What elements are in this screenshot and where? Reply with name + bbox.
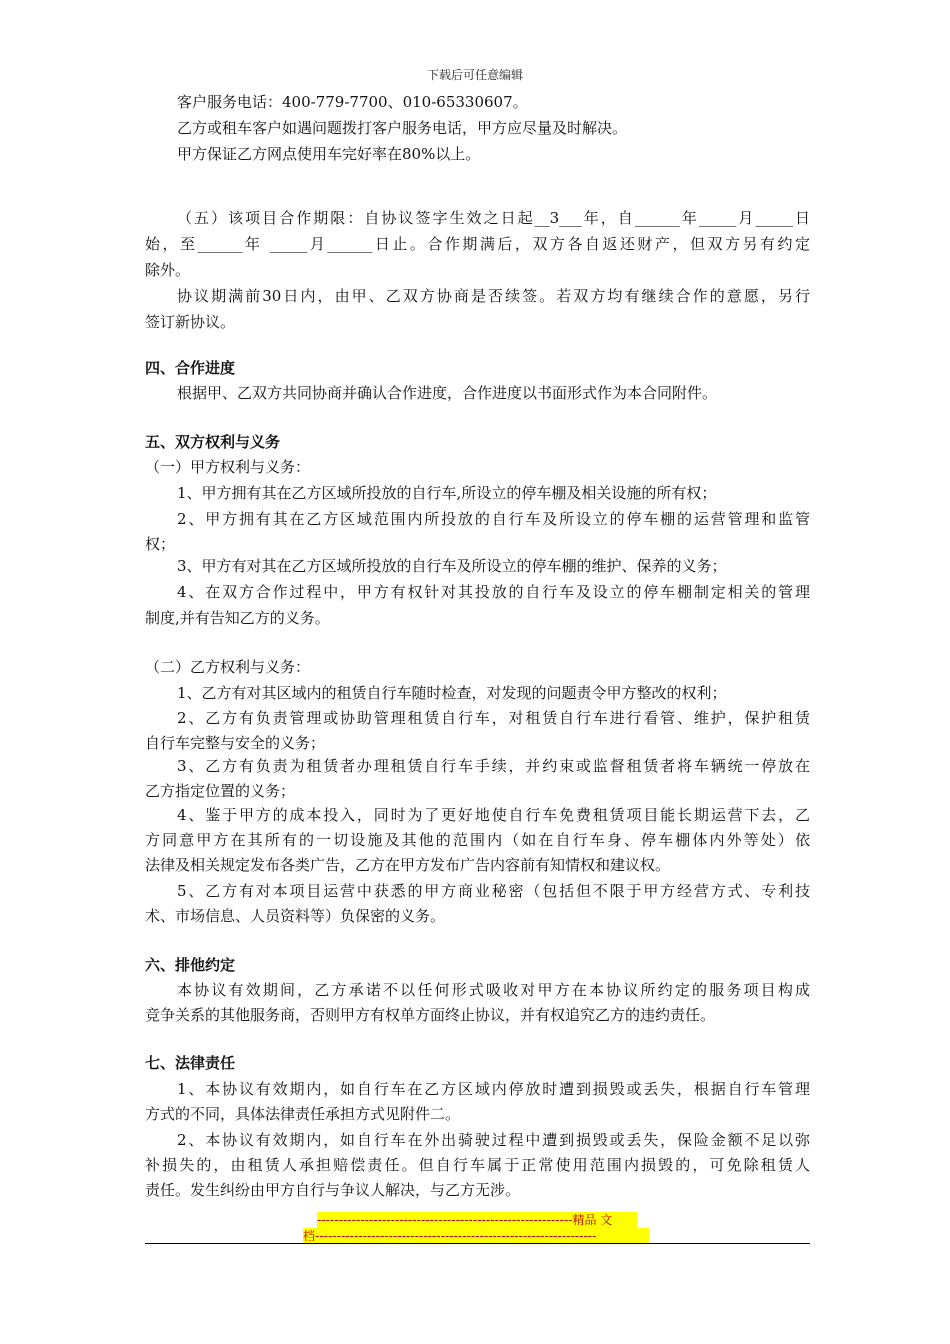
paragraph-line: 4、在双方合作过程中，甲方有权针对其投放的自行车及设立的停车棚制定相关的管理 <box>177 583 810 601</box>
paragraph-line: 始，至______年 _____月______日止。合作期满后，双方各自返还财产，但双方另有约定 <box>145 235 810 253</box>
paragraph-line: 责任。发生纠纷由甲方自行与争议人解决，与乙方无涉。 <box>145 1181 521 1199</box>
section-heading: 五、双方权利与义务 <box>145 433 281 451</box>
page-header: 下载后可任意编辑 <box>426 68 523 82</box>
paragraph-line: 4、鉴于甲方的成本投入，同时为了更好地使自行车免费租赁项目能长期运营下去，乙 <box>177 806 810 824</box>
paragraph-line: 方式的不同，具体法律责任承担方式见附件二。 <box>145 1105 461 1123</box>
paragraph-line: 根据甲、乙双方共同协商并确认合作进度，合作进度以书面形式作为本合同附件。 <box>177 384 718 402</box>
section-heading: 七、法律责任 <box>145 1054 236 1072</box>
paragraph-line: 签订新协议。 <box>145 313 236 331</box>
paragraph-line: 甲方保证乙方网点使用车完好率在80%以上。 <box>177 145 481 163</box>
paragraph-line: 补损失的，由租赁人承担赔偿责任。但自行车属于正常使用范围内损毁的，可免除租赁人 <box>145 1156 810 1174</box>
subsection-heading: （二）乙方权利与义务： <box>145 658 311 676</box>
paragraph-line: 自行车完整与安全的义务； <box>145 734 326 752</box>
footer-divider <box>145 1243 810 1244</box>
paragraph-line: 术、市场信息、人员资料等）负保密的义务。 <box>145 907 446 925</box>
paragraph-line: 法律及相关规定发布各类广告，乙方在甲方发布广告内容前有知情权和建议权。 <box>145 856 671 874</box>
section-heading: 六、排他约定 <box>145 956 236 974</box>
section-heading: 四、合作进度 <box>145 359 236 377</box>
paragraph-line: 本协议有效期间，乙方承诺不以任何形式吸收对甲方在本协议所约定的服务项目构成 <box>177 981 810 999</box>
paragraph-line: 客户服务电话：400-779-7700、010-65330607。 <box>177 93 528 111</box>
paragraph-line: 制度,并有告知乙方的义务。 <box>145 609 330 627</box>
paragraph-line: 1、本协议有效期内，如自行车在乙方区域内停放时遭到损毁或丢失，根据自行车管理 <box>177 1080 810 1098</box>
paragraph-line: 乙方指定位置的义务； <box>145 782 296 800</box>
paragraph-line: （五）该项目合作期限：自协议签字生效之日起__3___年，自______年_____月_____日 <box>177 209 810 227</box>
paragraph-line: 1、甲方拥有其在乙方区域所投放的自行车,所设立的停车棚及相关设施的所有权； <box>177 484 717 502</box>
paragraph-line: 方同意甲方在其所有的一切设施及其他的范围内（如在自行车身、停车棚体内外等处）依 <box>145 831 810 849</box>
paragraph-line: 除外。 <box>145 261 191 279</box>
paragraph-line: 5、乙方有对本项目运营中获悉的甲方商业秘密（包括但不限于甲方经营方式、专利技 <box>177 882 810 900</box>
paragraph-line: 乙方或租车客户如遇问题拨打客户服务电话，甲方应尽量及时解决。 <box>177 119 628 137</box>
footer-watermark-line1: -----------------------------------------------------------精品 文 <box>317 1212 637 1228</box>
paragraph-line: 3、乙方有负责为租赁者办理租赁自行车手续，并约束或监督租赁者将车辆统一停放在 <box>177 757 810 775</box>
paragraph-line: 2、本协议有效期内，如自行车在外出骑驶过程中遭到损毁或丢失，保险金额不足以弥 <box>177 1131 810 1149</box>
paragraph-line: 权； <box>145 535 176 553</box>
paragraph-line: 竞争关系的其他服务商，否则甲方有权单方面终止协议，并有权追究乙方的违约责任。 <box>145 1006 716 1024</box>
footer-watermark-line2: 档----------------------------------------------------------------- <box>303 1228 649 1244</box>
paragraph-line: 2、乙方有负责管理或协助管理租赁自行车，对租赁自行车进行看管、维护，保护租赁 <box>177 709 810 727</box>
paragraph-line: 2、甲方拥有其在乙方区域范围内所投放的自行车及所设立的停车棚的运营管理和监管 <box>177 510 810 528</box>
paragraph-line: 1、乙方有对其区域内的租赁自行车随时检查，对发现的问题责令甲方整改的权利； <box>177 684 727 702</box>
paragraph-line: 3、甲方有对其在乙方区域所投放的自行车及所设立的停车棚的维护、保养的义务； <box>177 557 727 575</box>
subsection-heading: （一）甲方权利与义务： <box>145 458 311 476</box>
paragraph-line: 协议期满前30日内，由甲、乙双方协商是否续签。若双方均有继续合作的意愿，另行 <box>177 287 810 305</box>
